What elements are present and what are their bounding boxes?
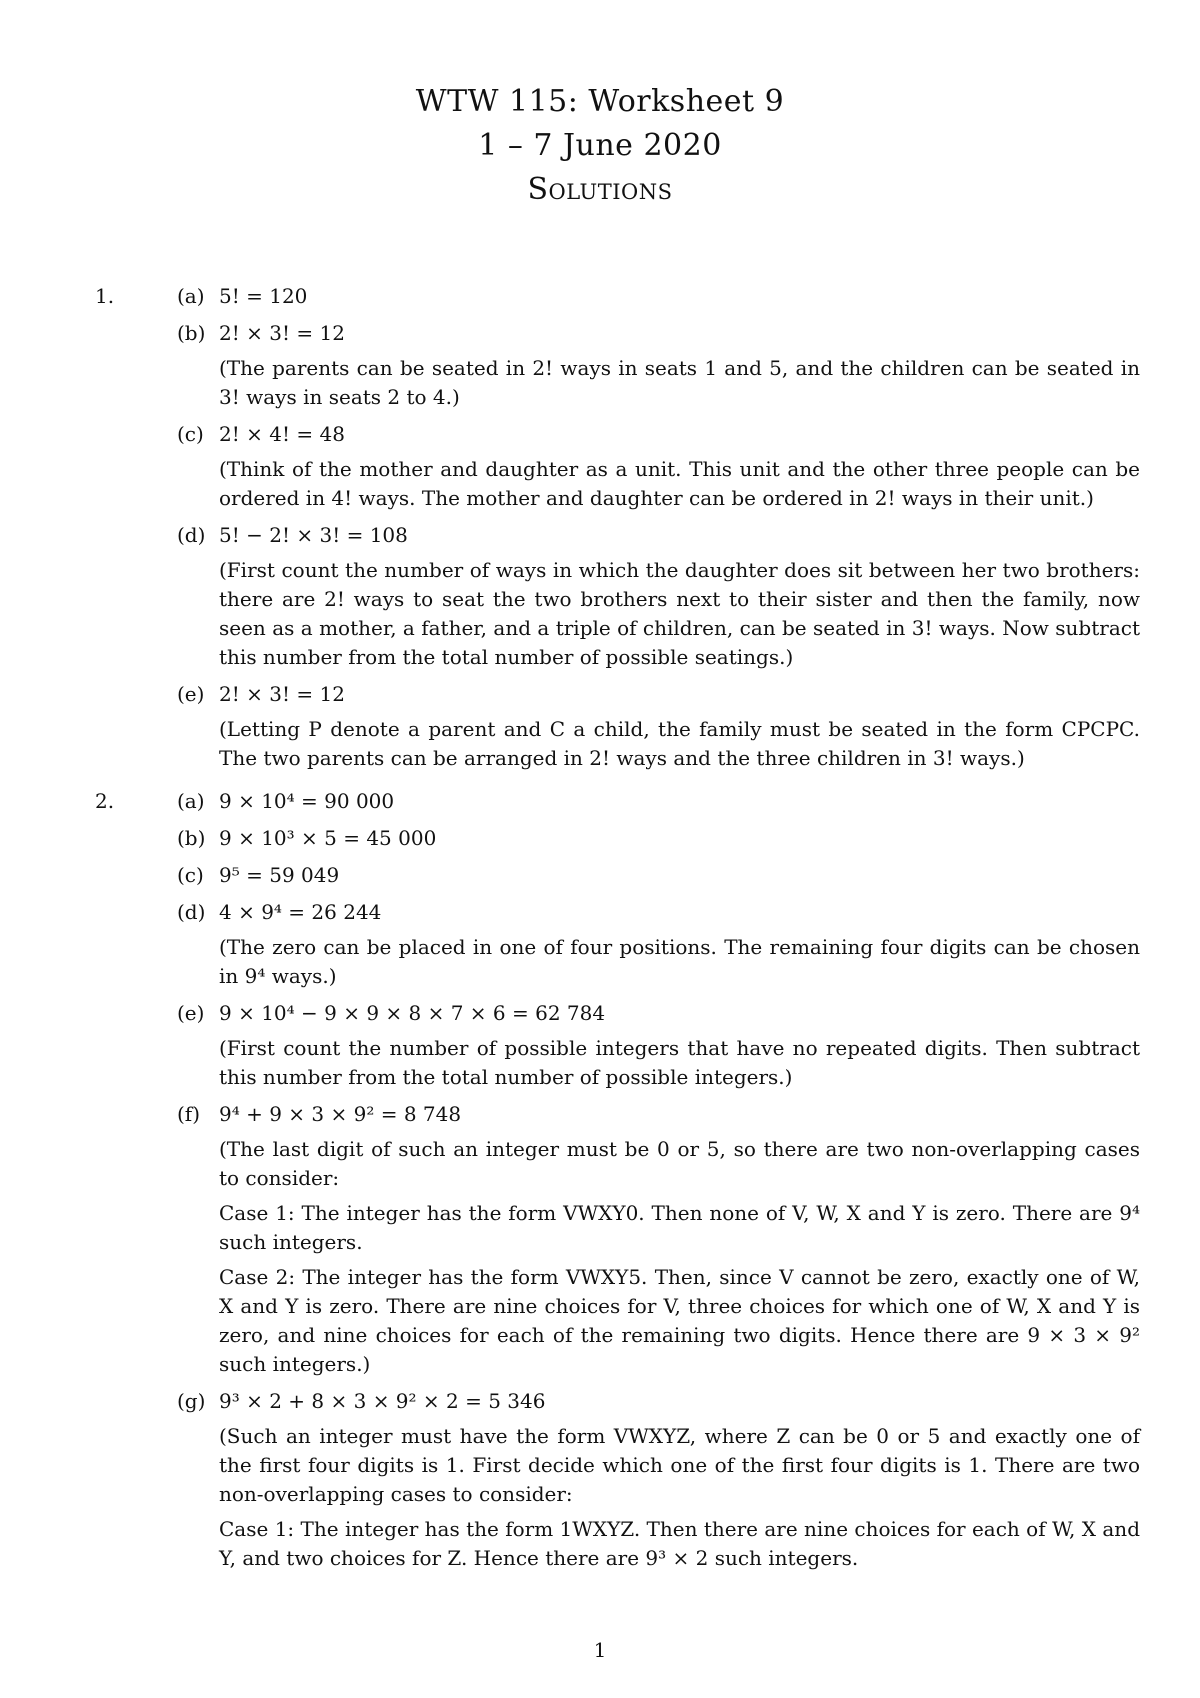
answer: 9⁵ = 59 049	[219, 863, 340, 887]
explanation: (The parents can be seated in 2! ways in seats 1 and 5, and the children can be seated in 3! ways in seats 2 to 4.)	[219, 356, 1140, 409]
answer: 2! × 3! = 12	[219, 321, 345, 345]
explanation: (First count the number of possible integers that have no repeated digits. Then subtract this number from the total number of possible integers.)	[219, 1036, 1140, 1089]
part-label: (d)	[177, 900, 206, 924]
title-dates: 1 – 7 June 2020	[478, 128, 722, 163]
part-2c	[177, 861, 1140, 890]
title-solutions: Solutions	[527, 172, 673, 207]
explanation: (Think of the mother and daughter as a unit. This unit and the other three people can be ordered in 4! ways. The mother and daughter can be ordered in 2! ways in their unit.)	[219, 457, 1140, 510]
answer: 5! = 120	[219, 284, 308, 308]
explanation: (The zero can be placed in one of four positions. The remaining four digits can be chosen in 9⁴ ways.)	[219, 935, 1140, 988]
part-2d	[177, 898, 1140, 991]
part-1a	[177, 282, 1140, 311]
answer: 4 × 9⁴ = 26 244	[219, 900, 382, 924]
part-label: (a)	[177, 284, 205, 308]
part-label: (d)	[177, 523, 206, 547]
explanation: (First count the number of ways in which the daughter does sit between her two brothers: there are 2! ways to seat the two brothers next to their sister and then the family, now seen as a mother, a father, and a triple of children, can be seated in 3! ways. Now subtract this number from the total number of possible seatings.)	[219, 558, 1140, 669]
explanation: (Such an integer must have the form VWXYZ, where Z can be 0 or 5 and exactly one of the first four digits is 1. First decide which one of the first four digits is 1. There are two non-overlapping cases to consider:	[219, 1424, 1140, 1506]
part-label: (e)	[177, 1001, 205, 1025]
part-1b	[177, 319, 1140, 412]
part-label: (a)	[177, 789, 205, 813]
title-course: WTW 115: Worksheet 9	[415, 84, 785, 119]
answer: 2! × 4! = 48	[219, 422, 345, 446]
solutions-list	[95, 282, 1140, 1587]
part-label: (b)	[177, 321, 206, 345]
title-block	[0, 80, 1200, 212]
answer: 9⁴ + 9 × 3 × 9² = 8 748	[219, 1102, 462, 1126]
answer: 5! − 2! × 3! = 108	[219, 523, 408, 547]
part-label: (c)	[177, 422, 204, 446]
problem-2	[95, 787, 1140, 1573]
part-label: (b)	[177, 826, 206, 850]
case-1: Case 1: The integer has the form VWXY0. Then none of V, W, X and Y is zero. There are 9⁴ such integers.	[219, 1201, 1140, 1254]
part-1e	[177, 680, 1140, 773]
answer: 9 × 10⁴ − 9 × 9 × 8 × 7 × 6 = 62 784	[219, 1001, 606, 1025]
part-2a	[177, 787, 1140, 816]
answer: 9³ × 2 + 8 × 3 × 9² × 2 = 5 346	[219, 1389, 546, 1413]
case-2: Case 2: The integer has the form VWXY5. Then, since V cannot be zero, exactly one of W, X and Y is zero. There are nine choices for V, three choices for which one of W, X and Y is zero, and nine choices for each of the remaining two digits. Hence there are 9 × 3 × 9² such integers.)	[219, 1265, 1140, 1376]
page-number: 1	[593, 1638, 607, 1662]
problem-number: 2.	[95, 789, 115, 813]
part-1c	[177, 420, 1140, 513]
answer: 9 × 10⁴ = 90 000	[219, 789, 395, 813]
part-2e	[177, 999, 1140, 1092]
problem-1	[95, 282, 1140, 773]
part-2b	[177, 824, 1140, 853]
explanation: (The last digit of such an integer must be 0 or 5, so there are two non-overlapping cases to consider:	[219, 1137, 1140, 1190]
part-label: (g)	[177, 1389, 206, 1413]
case-1: Case 1: The integer has the form 1WXYZ. Then there are nine choices for each of W, X and Y, and two choices for Z. Hence there are 9³ × 2 such integers.	[219, 1517, 1140, 1570]
part-2f	[177, 1100, 1140, 1379]
answer: 9 × 10³ × 5 = 45 000	[219, 826, 437, 850]
part-1d	[177, 521, 1140, 672]
part-2g	[177, 1387, 1140, 1573]
part-label: (f)	[177, 1102, 201, 1126]
problem-number: 1.	[95, 284, 115, 308]
explanation: (Letting P denote a parent and C a child, the family must be seated in the form CPCPC. The two parents can be arranged in 2! ways and the three children in 3! ways.)	[219, 717, 1140, 770]
part-label: (c)	[177, 863, 204, 887]
answer: 2! × 3! = 12	[219, 682, 345, 706]
part-label: (e)	[177, 682, 205, 706]
